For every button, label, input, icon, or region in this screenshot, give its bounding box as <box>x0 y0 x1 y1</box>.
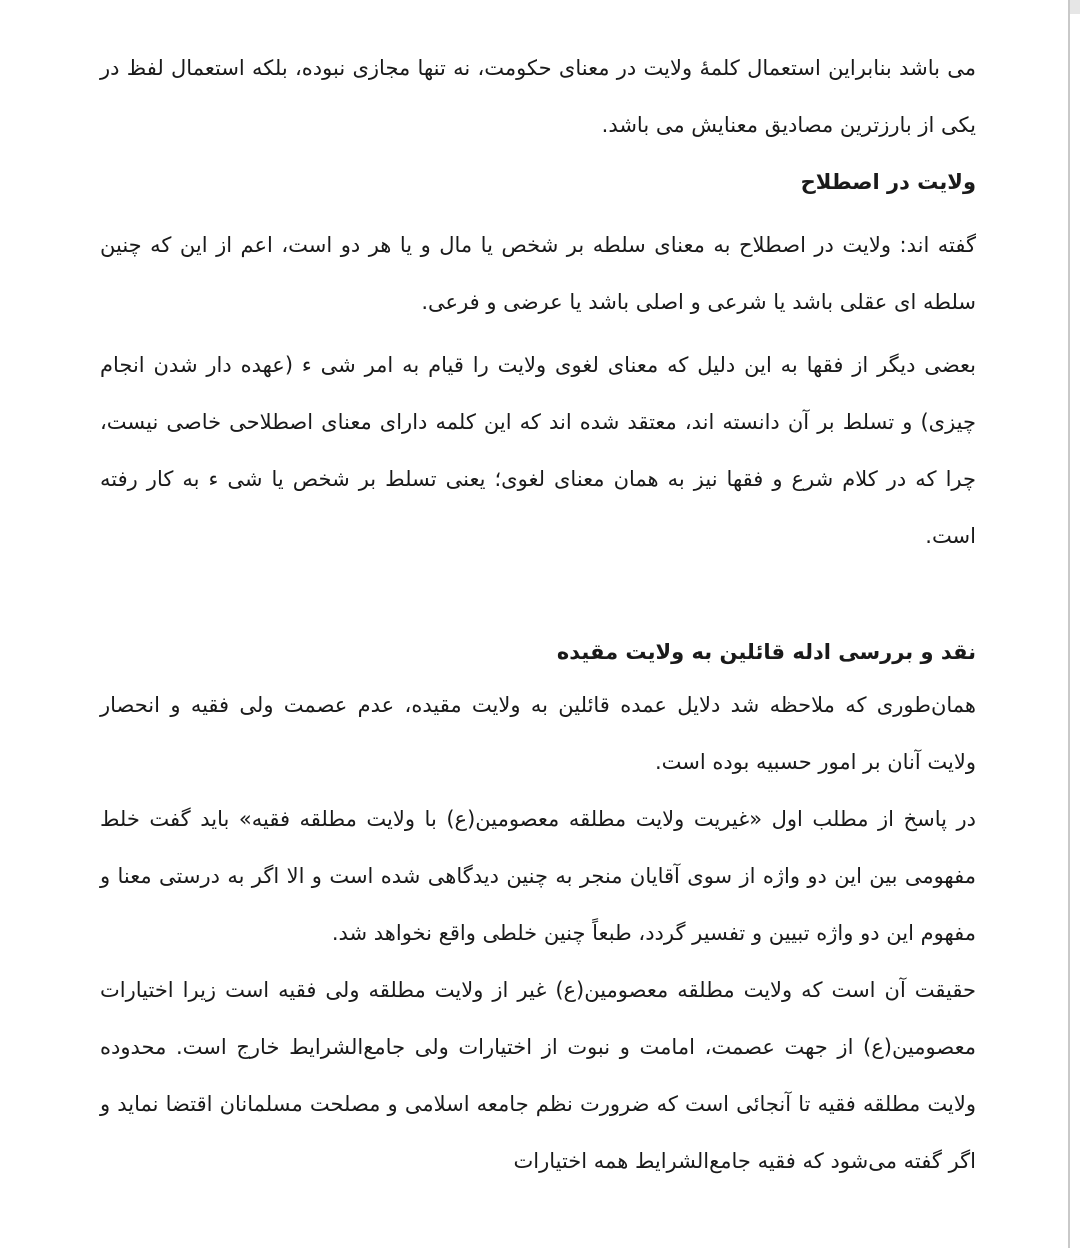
paragraph-6: حقیقت آن است که ولایت مطلقه معصومین(ع) غیر از ولایت مطلقه ولی فقیه است زیرا اختیارات معصومین(ع) از جهت عصمت، امامت و نبوت از اختیارات ولی جامع‌الشرایط خارج است. محدوده ولایت مطلقه فقیه تا آنجائی است که ضرورت نظم جامعه اسلامی و مصلحت مسلمانان اقتضا نماید و اگر گفته می‌شود که فقیه جامع‌الشرایط همه اختیارات <box>100 978 976 1173</box>
page-right-edge <box>1068 0 1070 1248</box>
paragraph-2: گفته اند: ولایت در اصطلاح به معنای سلطه بر شخص یا مال و یا هر دو است، اعم از این که چنین سلطه ای عقلی باشد یا شرعی و اصلی باشد یا عرضی و فرعی. <box>100 233 976 314</box>
paragraph-4: همان‌طوری که ملاحظه شد دلایل عمده قائلین به ولایت مقیده، عدم عصمت ولی فقیه و انحصار ولایت آنان بر امور حسبیه بوده است. <box>100 693 976 774</box>
paragraph-3: بعضی دیگر از فقها به این دلیل که معنای لغوی ولایت را قیام به امر شی ء (عهده دار شدن انجام چیزی) و تسلط بر آن دانسته اند، معتقد شده اند که این کلمه دارای معنای اصطلاحی خاصی نیست، چرا که در کلام شرع و فقها نیز به همان معنای لغوی؛ یعنی تسلط بر شخص یا شی ء به کار رفته است. <box>100 353 976 548</box>
section-heading-terminology: ولایت در اصطلاح <box>800 170 976 194</box>
paragraph-1: می باشد بنابراین استعمال کلمۀ ولایت در معنای حکومت، نه تنها مجازی نبوده، بلکه استعمال لفظ در یکی از بارزترین مصادیق معنایش می باشد. <box>100 56 976 137</box>
paragraph-5: در پاسخ از مطلب اول «غیریت ولایت مطلقه معصومین(ع) با ولایت مطلقه فقیه» باید گفت خلط مفهومی بین این دو واژه از سوی آقایان منجر به چنین دیدگاهی شده است و الا اگر به درستی معنا و مفهوم این دو واژه تبیین و تفسیر گردد، طبعاً چنین خلطی واقع نخواهد شد. <box>100 807 976 945</box>
section-heading-critique: نقد و بررسی ادله قائلین به ولایت مقیده <box>556 640 976 664</box>
document-body <box>100 40 976 1190</box>
